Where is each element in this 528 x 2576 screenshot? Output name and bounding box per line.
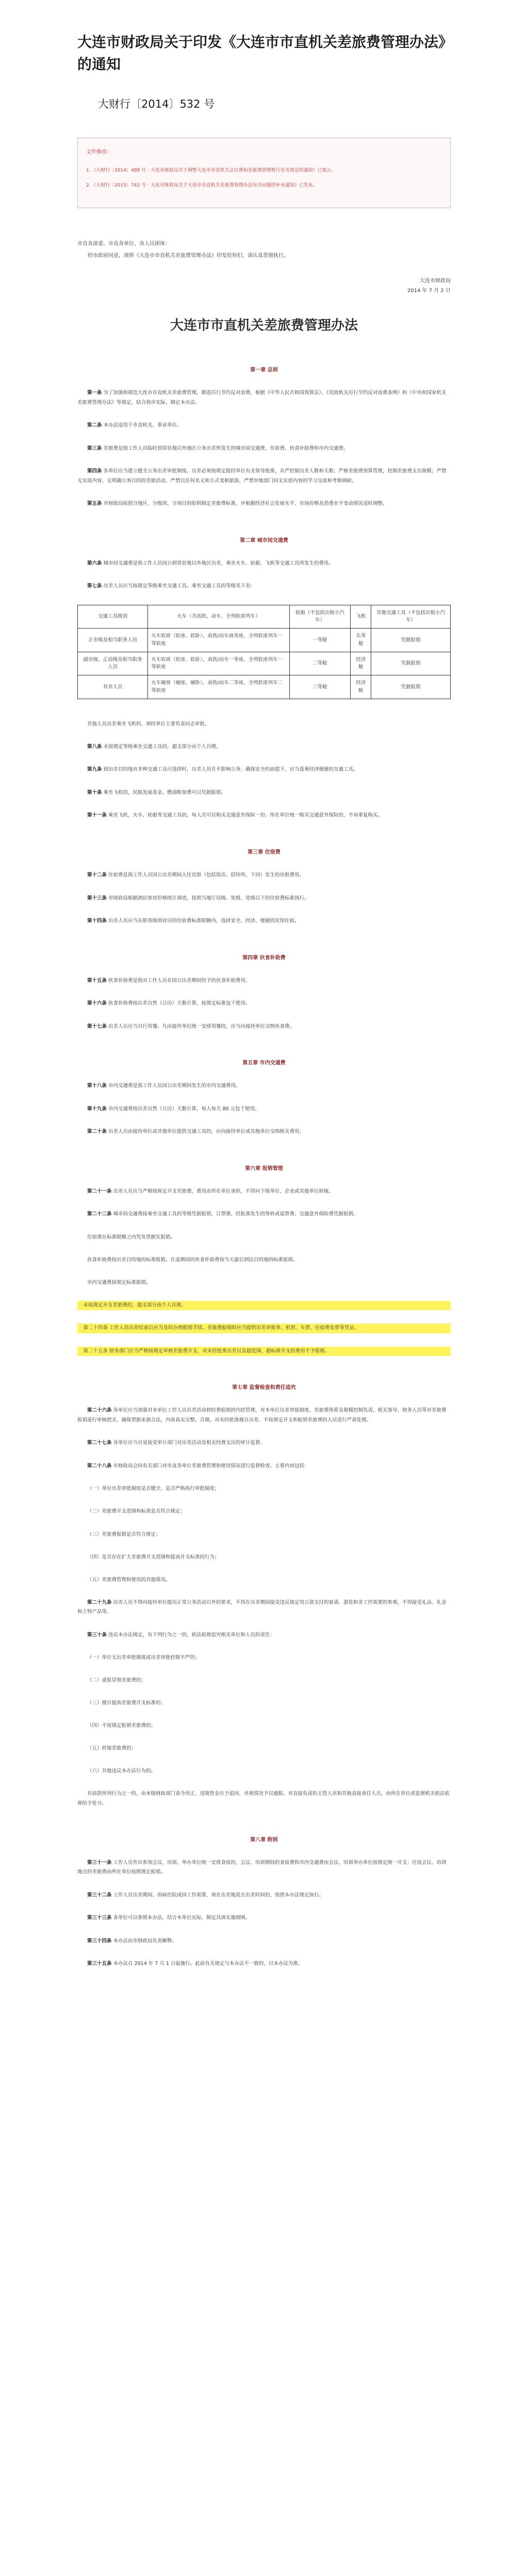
page-title: 大连市财政局关于印发《大连市市直机关差旅费管理办法》的通知 (77, 33, 446, 73)
revision-notice-heading: 文件修改： (86, 149, 112, 155)
list-item: （五）差旅费管理和使用的其他情况。 (87, 1577, 171, 1583)
article: 第二十条 出差人员由接待单位或其他单位提供交通工具的，应向接待单位或其他单位交纳相关费用。 (87, 1129, 305, 1135)
regulation-title: 大连市市直机关差旅费管理办法 (170, 317, 358, 333)
list-item: （四）不按规定报销差旅费的； (87, 1723, 156, 1729)
article: 第十七条 出差人员应当自行用餐。凡由接待单位统一安排用餐的，应当向接待单位交纳伙食费。 (87, 1023, 295, 1029)
article: 第三十五条 本办法自 2014 年 7 月 1 日起施行。此前有关规定与本办法不一致的，以本办法为准。 (87, 1961, 303, 1967)
table-cell: 副市级、正局级及相当职务人员 (78, 652, 148, 675)
table-row (78, 652, 451, 675)
table-header-row (78, 605, 451, 629)
article: 第一条 为了加强和规范大连市市直机关差旅费管理，推进厉行节约反对浪费，根据《中华人民共和国预算法》、《党政机关厉行节约反对浪费条例》和《中央和国家机关差旅费管理办法》等规定，结合我市实际，制定本办法。 (77, 390, 447, 405)
revision-notice-item: 2．《大财行〔2015〕742 号 · 大连市财政局关于大连市市直机关差旅费管理办法有关问题的补充通知》已发布。 (86, 182, 318, 188)
table-cell: 火车软席（软座、软卧），高铁/动车一等座，全列软席列车一等软座 (148, 652, 289, 675)
article: 第三十条 违反本办法规定，有下列行为之一的，依法依规追究相关单位和人员的责任： (87, 1632, 275, 1638)
table-cell: 火车硬席（硬座、硬卧），高铁/动车二等座、全列软席列车二等软座 (148, 675, 289, 699)
table-cell: 一等舱 (289, 629, 351, 652)
list-item: （一）单位无出差审批制度或出差审批控制不严的； (87, 1655, 200, 1661)
article: 第十四条 出差人员应当在职务级别对应的住宿费标准限额内，选择安全、经济、便捷的宾馆住宿。 (87, 918, 300, 924)
revision-notice-box (77, 138, 451, 208)
table-cell: 其余人员 (78, 675, 148, 699)
issue-date: 2014 年 7 月 2 日 (407, 287, 451, 294)
chapter-heading: 第一章 总则 (250, 367, 278, 374)
paragraph: 伙食补助费按出差目的地的标准报销。在途期间的伙食补助费按当天最后到达目的地的标准报销。 (87, 1257, 298, 1263)
article: 第十九条 市内交通费按出差自然（日历）天数计算，每人每天 80 元包干使用。 (87, 1106, 260, 1112)
article: 第十二条 住宿费是指工作人员因公出差期间入住宾馆（包括饭店、招待所，下同）发生的房租费用。 (87, 872, 305, 878)
table-cell: 头等舱 (351, 629, 371, 652)
transport-class-table (77, 605, 451, 699)
chapter-heading: 第七章 监督检查和责任追究 (232, 1385, 296, 1391)
list-item: （三）擅自提高差旅费开支标准的； (87, 1700, 166, 1706)
recipients-line: 市直各部委、市直各单位、各人民团体： (77, 241, 170, 247)
article: 第九条 到出差目的地有多种交通工具可选择时，出差人员在不影响公务、确保安全的前提下，应当选乘经济便捷的交通工具。 (87, 767, 358, 773)
table-cell: 正市级及相当职务人员 (78, 629, 148, 652)
document-number: 大财行〔2014〕532 号 (98, 97, 215, 110)
list-item: （四）是否存在扩大差旅费开支范围和提高开支标准的行为； (87, 1554, 220, 1560)
chapter-heading: 第三章 住宿费 (248, 850, 280, 855)
table-header-cell: 交通工具级别 (78, 605, 148, 629)
article: 第十一条 乘坐飞机、火车、轮船等交通工具的，每人次可以购买交通意外保险一份。所在单位统一购买交通意外保险的，不再重复购买。 (87, 812, 383, 819)
article: 第十五条 伙食补助费是指对工作人员在因公出差期间给予的伙食补助费用。 (87, 977, 251, 984)
table-cell: 凭据报销 (371, 652, 451, 675)
highlighted-paragraph: 第二十四条 工作人员出差结束后应当及时办理报销手续。差旅费报销时应当提供出差审批单、机票、车票、住宿费发票等凭证。 (77, 1324, 451, 1333)
article: 第七条 出差人员应当按规定等级乘坐交通工具。乘坐交通工具的等级见下表： (87, 583, 256, 589)
table-row (78, 629, 451, 652)
article: 第五条 市财政局按照分地区、分级别、分项目的原则制定差旅费标准，并根据经济社会发展水平、市场价格及消费水平变动情况适时调整。 (87, 501, 388, 507)
article: 第三十二条 工作人员出差期间，因病住院或因工作需要，须在出差地延长出差时间的，按照本办法规定执行。 (87, 1892, 324, 1898)
chapter-heading: 第八章 附则 (250, 1837, 278, 1843)
signature-block (77, 276, 451, 296)
list-item: （二）虚报冒领差旅费的； (87, 1677, 146, 1684)
article: 第三十三条 各单位可以参照本办法，结合本单位实际，制定具体实施细则。 (87, 1915, 251, 1921)
article: 第二十八条 市财政局会同有关部门对市直各单位差旅费管理和使用情况进行监督检查。主要内容包括： (87, 1463, 309, 1469)
article: 第十条 乘坐飞机的，民航发展基金、燃油附加费可以凭据报销。 (87, 789, 226, 795)
table-cell: 凭据报销 (371, 675, 451, 699)
article: 第三条 差旅费是指工作人员临时到常驻地以外地区公务出差所发生的城市间交通费、住宿费、伙食补助费和市内交通费。 (87, 445, 349, 451)
article: 第十八条 市内交通费是指工作人员因公出差期间发生的市内交通费用。 (87, 1083, 241, 1089)
chapter-heading: 第四章 伙食补助费 (242, 955, 286, 961)
table-cell: 二等舱 (289, 652, 351, 675)
article: 第三十一条 工作人员外出参加会议、培训，举办单位统一安排食宿的，会议、培训期间的食宿费和市内交通费由会议、培训举办单位按规定统一开支；往返会议、培训地点的差旅费由所在单位按照规定报销。 (77, 1859, 447, 1875)
table-header-cell: 其他交通工具（不包括出租小汽车） (371, 605, 451, 629)
chapter-heading: 第二章 城市间交通费 (240, 537, 288, 544)
revision-notice-item: 1．《大财行〔2014〕488 号 · 大连市财政局关于调整大连市市直机关会议费和差旅费管理暂行有关规定的通知》已废止。 (86, 167, 336, 173)
article: 第六条 城市间交通费是指工作人员因公到常驻地以外地区出差，乘坐火车、轮船、飞机等交通工具所发生的费用。 (87, 560, 334, 566)
list-item: （五）转嫁差旅费的； (87, 1745, 137, 1752)
article: 第二十九条 出差人员不得向接待单位提出正常公务活动以外的要求，不得在出差期间接受违反规定用公款支付的宴请、游览和非工作需要的参观，不得接受礼品、礼金和土特产品等。 (77, 1599, 447, 1615)
list-item: （一）单位出差审批制度是否健全，是否严格执行审批制度； (87, 1486, 220, 1492)
article: 第二十七条 各单位应当自觉接受审计部门对出差活动及相关经费支出的审计监督。 (87, 1440, 266, 1446)
issuer-name: 大连市财政局 (420, 278, 451, 284)
article: 第二条 本办法适用于市直机关、事业单位。 (87, 422, 182, 429)
paragraph: 其他人员出差乘坐飞机的，须经单位主要负责同志审批。 (87, 721, 210, 727)
list-item: （六）其他违反本办法行为的。 (87, 1768, 156, 1774)
article: 第二十六条 各单位应当加强对本单位工作人员出差活动和经费报销的内控管理，对本单位出差审批制度、差旅费预算及规模控制负责，相关领导、财务人员等对差旅费报销进行审核把关，确保票据来源合法，内容真实完整、合规。对未经批准擅自出差、不按规定开支和报销差旅费的人员进行严肃处理。 (77, 1408, 447, 1423)
article: 第二十二条 城市间交通费按乘坐交通工具的等级凭据报销，订票费、经批准发生的签转或退票费、交通意外保险费凭据报销。 (87, 1211, 358, 1217)
table-row (78, 675, 451, 699)
table-cell: 凭据报销 (371, 629, 451, 652)
paragraph: 住宿费在标准限额之内凭发票据实报销。 (87, 1234, 176, 1240)
list-item: （二）差旅费开支范围和标准是否符合规定； (87, 1509, 186, 1515)
article: 第四条 各单位应当建立健全公务出差审批制度。出差必须按规定报经单位有关领导批准，从严控制出差人数和天数；严格差旅费预算管理，控制差旅费支出规模；严禁无实质内容、无明确公务目的的差旅活动，严禁以任何名义和方式变相旅游，严禁异地部门间无实质内容的学习交流和考察调研。 (77, 468, 447, 484)
table-header-cell: 轮船（不包括出租小汽车） (289, 605, 351, 629)
table-cell: 火车软席（软座、软卧），高铁/动车商务座，全列软席列车一等软座 (148, 629, 289, 652)
article: 第十三条 市财政局根据酒店客房价格统计调查，按照当地厅局级、处级、处级以下的住宿费标准执行。 (87, 895, 309, 901)
table-header-cell: 飞机 (351, 605, 371, 629)
paragraph: 市内交通费按规定标准报销。 (87, 1279, 151, 1285)
paragraph: 有前款所列行为之一的，由本级财政部门责令改正，违规资金应予追回，并视情况予以通报。对直接负责的主管人员和其他直接责任人员，由所在单位或监察机关依法依规给予处分。 (77, 1791, 450, 1806)
intro-paragraph: 经市政府同意，现将《大连市市直机关差旅费管理办法》印发给你们，请认真贯彻执行。 (88, 252, 289, 259)
chapter-heading: 第五章 市内交通费 (242, 1060, 286, 1066)
article: 第三十四条 本办法由市财政局负责解释。 (87, 1938, 177, 1944)
table-cell: 三等舱 (289, 675, 351, 699)
highlighted-paragraph: 第二十五条 财务部门应当严格按规定审核差旅费开支，对未经批准出差以及超范围、超标准开支的费用不予报销。 (77, 1347, 451, 1357)
table-cell: 经济舱 (351, 652, 371, 675)
article: 第十六条 伙食补助费按出差自然（日历）天数计算，按规定标准包干使用。 (87, 1001, 251, 1007)
list-item: （三）差旅费报销是否符合规定； (87, 1531, 161, 1537)
table-header-cell: 火车（含高铁、动车、全列软席列车） (148, 605, 289, 629)
article: 第八条 未按规定等级乘坐交通工具的，超支部分由个人自理。 (87, 743, 221, 750)
article: 第二十一条 出差人员应当严格按规定开支差旅费，费用由所在单位承担，不得向下级单位、企业或其他单位转嫁。 (87, 1188, 334, 1194)
chapter-heading: 第六章 报销管理 (245, 1165, 283, 1172)
highlighted-paragraph: 未按规定开支差旅费的，超支部分由个人自理。 (77, 1301, 451, 1311)
table-cell: 经济舱 (351, 675, 371, 699)
